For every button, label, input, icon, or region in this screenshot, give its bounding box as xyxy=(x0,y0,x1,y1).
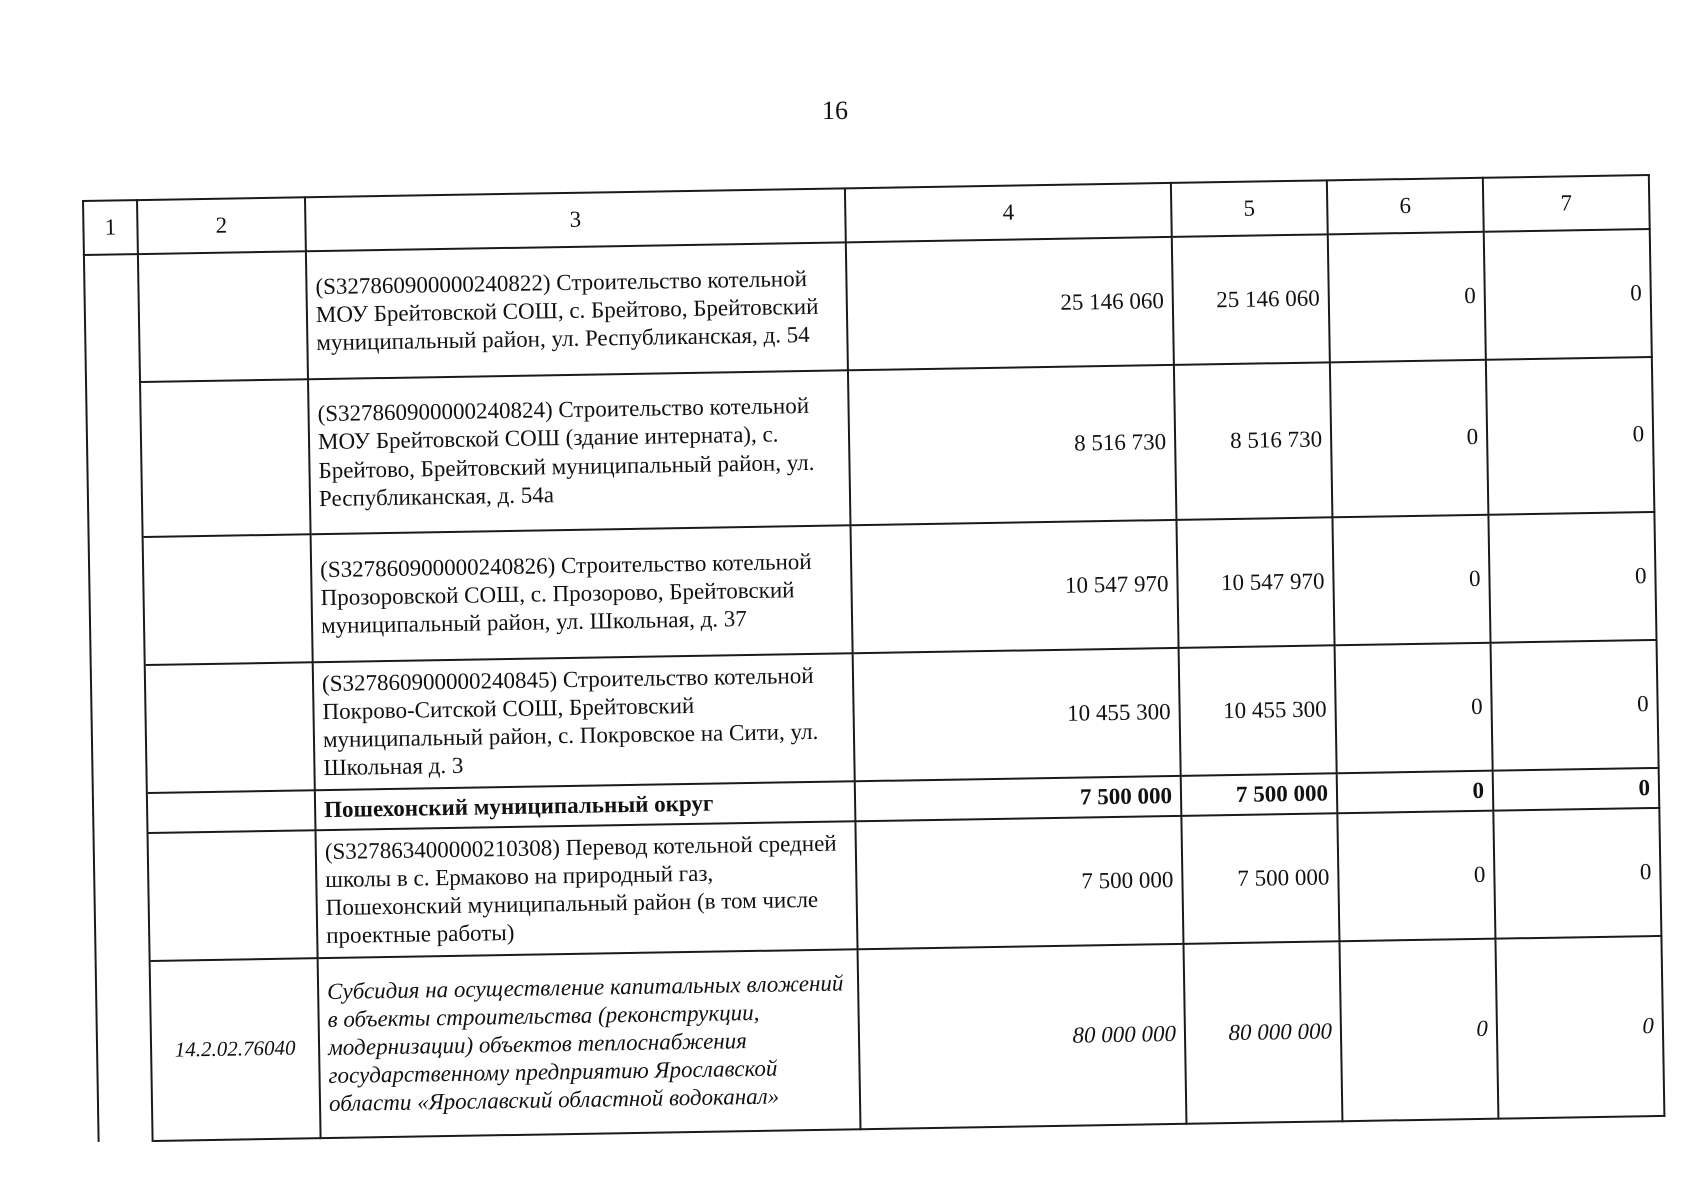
budget-table-container xyxy=(82,174,1665,1143)
amount-col-4: 25 146 060 xyxy=(846,237,1174,370)
code-cell xyxy=(147,790,316,833)
row-number-cell xyxy=(86,382,143,538)
district-name-cell: Пошехонский муниципальный округ xyxy=(315,781,856,830)
description-cell: (S327860900000240845) Строительство котельной Покрово-Ситской СОШ, Брейтовский муниципальный район, с. Покровское на Сити, ул. Школьная д. 3 xyxy=(313,653,855,790)
table-row xyxy=(86,357,1654,538)
amount-col-7: 0 xyxy=(1493,808,1661,939)
amount-col-5: 8 516 730 xyxy=(1174,362,1333,520)
page-number: 16 xyxy=(822,96,848,125)
budget-table xyxy=(82,174,1665,1143)
header-col-4: 4 xyxy=(845,183,1172,242)
header-col-3: 3 xyxy=(305,188,846,251)
amount-col-7: 0 xyxy=(1493,768,1660,811)
amount-col-6: 0 xyxy=(1328,232,1486,363)
amount-col-6: 0 xyxy=(1337,811,1495,942)
table-row xyxy=(94,808,1662,962)
header-col-5: 5 xyxy=(1171,180,1328,237)
table-row xyxy=(91,640,1659,794)
amount-col-6: 0 xyxy=(1337,771,1494,814)
row-number-cell xyxy=(94,833,150,962)
table-row xyxy=(84,229,1652,383)
amount-col-6: 0 xyxy=(1339,939,1498,1122)
amount-col-7: 0 xyxy=(1484,229,1652,360)
row-number-cell xyxy=(89,537,145,666)
code-cell xyxy=(143,534,313,665)
row-number-cell xyxy=(93,793,148,834)
budget-code-cell: 14.2.02.76040 xyxy=(150,958,321,1141)
table-row xyxy=(89,512,1657,666)
amount-col-6: 0 xyxy=(1332,515,1490,646)
amount-col-5: 10 455 300 xyxy=(1179,645,1337,776)
row-number-cell xyxy=(96,961,153,1142)
amount-col-6: 0 xyxy=(1330,360,1489,518)
amount-col-4: 7 500 000 xyxy=(855,816,1183,949)
description-cell: (S327860900000240824) Строительство котельной МОУ Брейтовской СОШ (здание интерната), с. Брейтово, Брейтовский муниципальный район, ул. Республиканская, д. 54а xyxy=(308,370,850,534)
amount-col-4: 10 547 970 xyxy=(850,520,1178,653)
amount-col-4: 10 455 300 xyxy=(853,648,1181,781)
amount-col-6: 0 xyxy=(1335,643,1493,774)
amount-col-4: 7 500 000 xyxy=(855,776,1182,821)
header-col-2: 2 xyxy=(137,197,306,254)
description-cell: Субсидия на осуществление капитальных вложений в объекты строительства (реконструкции, модернизации) объектов теплоснабжения государственному предприятию Ярославской области «Ярославский областной водоканал» xyxy=(318,949,861,1138)
header-col-6: 6 xyxy=(1327,178,1484,235)
header-col-1: 1 xyxy=(83,200,138,255)
description-cell: (S327860900000240822) Строительство котельной МОУ Брейтовской СОШ, с. Брейтово, Брейтовский муниципальный район, ул. Республиканская, д. 54 xyxy=(306,242,848,379)
code-cell xyxy=(145,662,315,793)
row-number-cell xyxy=(91,665,147,794)
subsidy-row xyxy=(96,936,1665,1142)
amount-col-5: 7 500 000 xyxy=(1181,773,1338,816)
amount-col-5: 25 146 060 xyxy=(1172,234,1330,365)
code-cell xyxy=(140,379,311,537)
description-cell: (S327860900000240826) Строительство котельной Прозоровской СОШ, с. Прозорово, Брейтовский муниципальный район, ул. Школьная, д. 37 xyxy=(311,525,853,662)
amount-col-5: 80 000 000 xyxy=(1183,941,1342,1124)
header-col-7: 7 xyxy=(1483,175,1650,232)
amount-col-4: 8 516 730 xyxy=(848,365,1177,525)
row-number-cell xyxy=(84,254,140,383)
amount-col-7: 0 xyxy=(1486,357,1655,515)
amount-col-7: 0 xyxy=(1488,512,1656,643)
code-cell xyxy=(138,251,308,382)
amount-col-7: 0 xyxy=(1495,936,1664,1119)
amount-col-5: 7 500 000 xyxy=(1181,813,1339,944)
code-cell xyxy=(148,830,318,961)
description-cell: (S327863400000210308) Перевод котельной средней школы в с. Ермаково на природный газ, Пошехонский муниципальный район (в том числе проектные работы) xyxy=(315,821,857,958)
amount-col-7: 0 xyxy=(1491,640,1659,771)
amount-col-4: 80 000 000 xyxy=(858,944,1187,1129)
amount-col-5: 10 547 970 xyxy=(1176,517,1334,648)
